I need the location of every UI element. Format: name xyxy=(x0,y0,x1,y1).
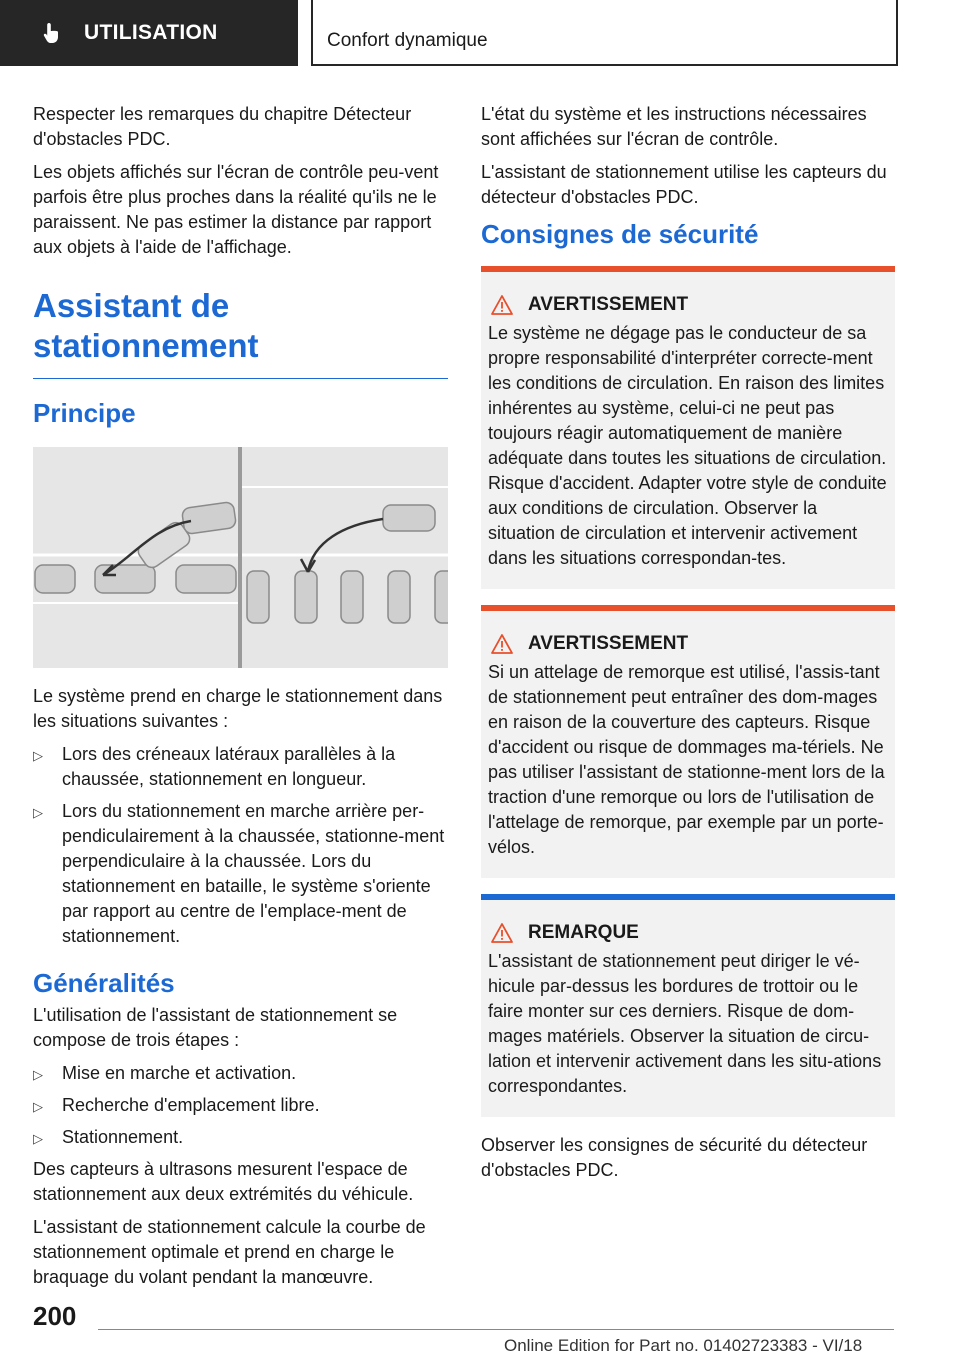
footer-divider xyxy=(98,1329,894,1330)
warning-text: Le système ne dégage pas le conducteur de sa propre responsabilité d'interpréter correcte-ment les conditions de circulation. En raison des limites inhérentes au système, celui-ci ne peut pas toujours réagir automatiquement de manière adéquate dans toutes les situations de circulation. Risque d'accident. Adapter votre style de conduite aux conditions de circulation. Observer la situation de circulation et intervenir activement dans les situations correspondan-tes. xyxy=(488,323,887,568)
header-section-label: UTILISATION xyxy=(84,21,218,44)
note-title: REMARQUE xyxy=(528,922,639,943)
right-paragraph-1: L'état du système et les instructions nécessaires sont affichées sur l'écran de contrôle. xyxy=(481,104,867,149)
list-item: ▷ Lors du stationnement en marche arrière per-pendiculairement à la chaussée, stationne-ment perpendiculaire à la chaussée. Lors du stationnement en bataille, le système s'oriente par rapport au centre de l'emplace-ment de stationnement. xyxy=(33,801,445,946)
note-box xyxy=(481,894,895,1117)
list-item: ▷ Mise en marche et activation. xyxy=(33,1061,448,1086)
edition-text: Online Edition for Part no. 01402723383 - VI/18 xyxy=(504,1336,863,1355)
intro-paragraph-1: Respecter les remarques du chapitre Détecteur d'obstacles PDC. xyxy=(33,104,412,149)
principe-text: Le système prend en charge le stationnement dans les situations suivantes : xyxy=(33,686,443,731)
list-item: ▷ Lors des créneaux latéraux parallèles à la chaussée, stationnement en longueur. xyxy=(33,744,396,789)
triangle-bullet-icon: ▷ xyxy=(33,1067,43,1082)
triangle-bullet-icon: ▷ xyxy=(33,805,43,820)
warning-triangle-icon xyxy=(491,923,513,943)
list-item: ▷ Recherche d'emplacement libre. xyxy=(33,1093,448,1118)
main-heading: Assistant de stationnement xyxy=(33,286,448,379)
generalites-heading: Généralités xyxy=(33,968,175,998)
safety-heading: Consignes de sécurité xyxy=(481,219,759,249)
generalites-list xyxy=(33,1061,448,1150)
left-column xyxy=(33,102,448,1298)
parking-illustration xyxy=(33,447,448,668)
warning-title: AVERTISSEMENT xyxy=(528,294,689,315)
header-chapter-box xyxy=(311,0,898,66)
warning-box-2 xyxy=(481,605,895,878)
triangle-bullet-icon: ▷ xyxy=(33,1131,43,1146)
hand-pointer-icon xyxy=(40,21,64,45)
warning-text: Si un attelage de remorque est utilisé, l'assis-tant de stationnement peut entraîner des dom-mages en raison de la couverture des capteurs. Risque d'accident ou risque de dommages ma-tériels. Ne pas utiliser l'assistant de stationne-ment lors de la traction d'une remorque ou lors de l'utilisation de l'attelage de remorque, par exemple par un porte-vélos. xyxy=(488,662,885,857)
chapter-title: Confort dynamique xyxy=(327,30,488,51)
principe-list xyxy=(33,742,448,949)
generalites-paragraph-2: Des capteurs à ultrasons mesurent l'espace de stationnement aux deux extrémités du véhicule. xyxy=(33,1159,414,1204)
page-number: 200 xyxy=(33,1301,77,1331)
right-paragraph-2: L'assistant de stationnement utilise les capteurs du détecteur d'obstacles PDC. xyxy=(481,162,887,207)
warning-triangle-icon xyxy=(491,295,513,315)
generalites-text: L'utilisation de l'assistant de stationnement se compose de trois étapes : xyxy=(33,1005,398,1050)
triangle-bullet-icon: ▷ xyxy=(33,1099,43,1114)
warning-box-1 xyxy=(481,266,895,589)
right-column xyxy=(481,102,895,1191)
parking-diagram xyxy=(33,447,448,668)
intro-paragraph-2: Les objets affichés sur l'écran de contrôle peu-vent parfois être plus proches dans la réalité qu'ils ne le paraissent. Ne pas estimer la distance par rapport aux objets à l'aide de l'affichage. xyxy=(33,162,439,257)
warning-title: AVERTISSEMENT xyxy=(528,633,689,654)
note-text: L'assistant de stationnement peut diriger le vé-hicule par-dessus les bordures de trottoir ou le faire monter sur ces derniers. Risque de dom-mages matériels. Observer la situation de circu-lation et intervenir activement dans les situ-ations correspondantes. xyxy=(488,951,882,1096)
closing-paragraph: Observer les consignes de sécurité du détecteur d'obstacles PDC. xyxy=(481,1135,868,1180)
warning-triangle-icon xyxy=(491,634,513,654)
generalites-paragraph-3: L'assistant de stationnement calcule la courbe de stationnement optimale et prend en charge le braquage du volant pendant la manœuvre. xyxy=(33,1217,426,1287)
principe-heading: Principe xyxy=(33,398,136,428)
triangle-bullet-icon: ▷ xyxy=(33,748,43,763)
header-section-tab xyxy=(0,0,298,66)
list-item: ▷ Stationnement. xyxy=(33,1125,448,1150)
